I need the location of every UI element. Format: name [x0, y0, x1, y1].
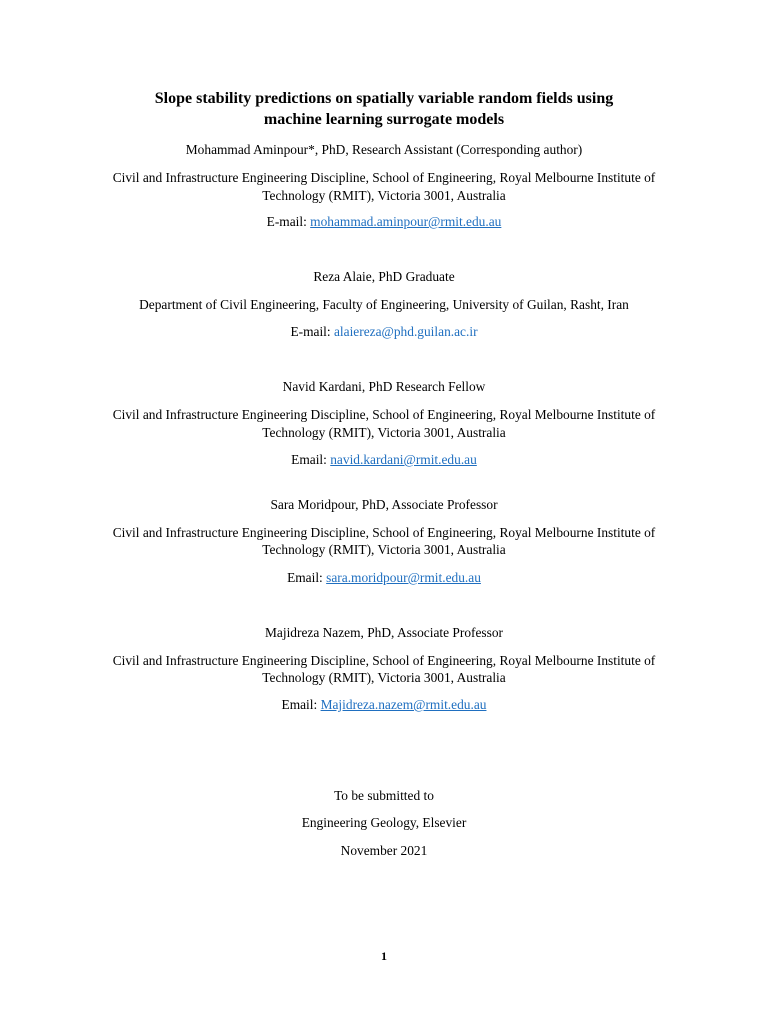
author-4-email-link[interactable]: sara.moridpour@rmit.edu.au — [326, 570, 481, 585]
author-2-email-label: E-mail: — [290, 324, 334, 339]
author-4-affiliation-line-1: Civil and Infrastructure Engineering Discipline, School of Engineering, Royal Melbourne Institute of — [112, 525, 656, 540]
author-3-affiliation-line-2: Technology (RMIT), Victoria 3001, Australia — [262, 425, 506, 440]
author-5-email-label: Email: — [281, 697, 321, 712]
author-5-name: Majidreza Nazem, PhD, Associate Professor — [265, 625, 503, 640]
author-2-name: Reza Alaie, PhD Graduate — [313, 269, 455, 284]
author-2-email-row — [60, 323, 708, 341]
author-4-email-label: Email: — [287, 570, 327, 585]
author-1-name: Mohammad Aminpour*, PhD, Research Assistant (Corresponding author) — [185, 142, 583, 157]
author-2-email-link[interactable]: alaiereza@phd.guilan.ac.ir — [333, 324, 478, 339]
author-3-email-label: Email: — [291, 452, 331, 467]
author-3-email-link[interactable]: navid.kardani@rmit.edu.au — [330, 452, 477, 467]
paper-title — [60, 88, 708, 130]
author-4-email-row — [60, 569, 708, 587]
submission-journal: Engineering Geology, Elsevier — [301, 815, 467, 830]
author-1-affiliation-line-1: Civil and Infrastructure Engineering Discipline, School of Engineering, Royal Melbourne Institute of — [112, 170, 656, 185]
author-5-email-link[interactable]: Majidreza.nazem@rmit.edu.au — [320, 697, 487, 712]
author-3-name: Navid Kardani, PhD Research Fellow — [282, 379, 486, 394]
author-3-affiliation-line-1: Civil and Infrastructure Engineering Discipline, School of Engineering, Royal Melbourne Institute of — [112, 407, 656, 422]
paper-title-line-1: Slope stability predictions on spatially variable random fields using — [154, 90, 614, 107]
author-4-affiliation-line-2: Technology (RMIT), Victoria 3001, Australia — [262, 542, 506, 557]
author-3-email-row — [60, 451, 708, 469]
author-5-affiliation-line-1: Civil and Infrastructure Engineering Discipline, School of Engineering, Royal Melbourne Institute of — [112, 653, 656, 668]
page-number: 1 — [381, 949, 387, 963]
submission-line-1: To be submitted to — [334, 788, 434, 803]
author-1-email-row — [60, 213, 708, 231]
author-5-email-row — [60, 696, 708, 714]
author-5-affiliation-line-2: Technology (RMIT), Victoria 3001, Australia — [262, 670, 506, 685]
author-4-name: Sara Moridpour, PhD, Associate Professor — [270, 497, 498, 512]
author-2-affiliation-line-1: Department of Civil Engineering, Faculty of Engineering, University of Guilan, Rasht, Iran — [139, 297, 629, 312]
paper-title-line-2: machine learning surrogate models — [263, 111, 505, 128]
author-1-email-label: E-mail: — [266, 214, 311, 229]
submission-date: November 2021 — [340, 843, 428, 858]
author-1-affiliation-line-2: Technology (RMIT), Victoria 3001, Australia — [262, 188, 506, 203]
author-1-email-link[interactable]: mohammad.aminpour@rmit.edu.au — [310, 214, 502, 229]
